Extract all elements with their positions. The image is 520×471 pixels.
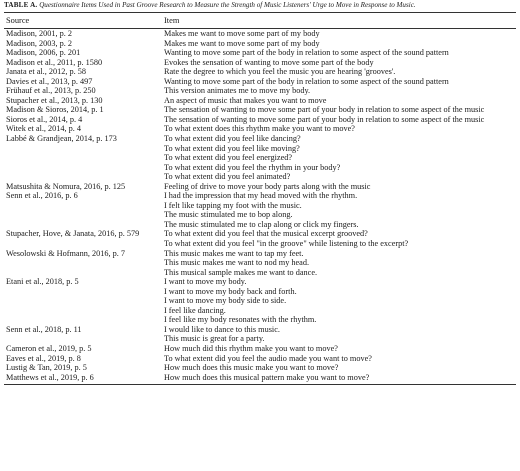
column-header-item: Item — [162, 13, 516, 29]
source-cell: Stupacher et al., 2013, p. 130 — [6, 95, 103, 105]
item-cell: The music stimulated me to bop along. — [164, 210, 293, 220]
source-cell — [4, 201, 162, 211]
source-cell — [4, 315, 162, 325]
table-row — [4, 105, 516, 115]
item-cell: How much does this music make you want to move? — [164, 363, 339, 373]
item-cell: Feeling of drive to move your body parts along with the music — [164, 181, 371, 191]
source-cell: Madison, 2001, p. 2 — [6, 28, 72, 38]
item-cell: Evokes the sensation of wanting to move some part of the body — [164, 57, 374, 67]
item-cell: This music makes me want to tap my feet. — [164, 248, 304, 258]
item-cell: Wanting to move some part of the body in relation to some aspect of the sound pattern — [164, 48, 449, 58]
table-row — [4, 124, 516, 134]
table-header-row — [4, 13, 516, 29]
table-row — [4, 296, 516, 306]
item-cell: To what extent did you feel like dancing? — [164, 133, 301, 143]
item-cell: How much does this musical pattern make you want to move? — [162, 373, 516, 385]
item-cell: The sensation of wanting to move some part of your body in relation to some aspect of the music — [164, 114, 485, 124]
item-cell: Makes me want to move some part of my body — [164, 38, 320, 48]
table-row — [4, 172, 516, 182]
item-cell: I want to move my body side to side. — [164, 296, 287, 306]
item-cell: I feel like dancing. — [164, 305, 226, 315]
table-row — [4, 287, 516, 297]
column-header-source: Source — [4, 13, 162, 29]
table-row — [4, 277, 516, 287]
table-row — [4, 201, 516, 211]
source-cell — [4, 287, 162, 297]
table-row — [4, 191, 516, 201]
source-cell — [4, 153, 162, 163]
table-row — [4, 354, 516, 364]
table-row — [4, 268, 516, 278]
item-cell: I would like to dance to this music. — [164, 324, 280, 334]
table-row — [4, 363, 516, 373]
table-title: Questionnaire Items Used in Past Groove Research to Measure the Strength of Music Listeners' Urge to Move in Response to Music. — [39, 1, 416, 9]
item-cell: I want to move my body back and forth. — [164, 286, 297, 296]
source-cell: Sioros et al., 2014, p. 4 — [6, 114, 83, 124]
item-cell: Wanting to move some part of the body in relation to some aspect of the sound pattern — [164, 76, 449, 86]
source-cell: Witek et al., 2014, p. 4 — [6, 124, 82, 134]
table-row — [4, 334, 516, 344]
item-cell: I had the impression that my head moved with the rhythm. — [164, 191, 358, 201]
table-row — [4, 182, 516, 192]
source-cell: Davies et al., 2013, p. 497 — [6, 76, 93, 86]
item-cell: I felt like tapping my foot with the music. — [164, 200, 302, 210]
source-cell — [4, 239, 162, 249]
item-cell: To what extent did you feel "in the groove" while listening to the excerpt? — [164, 238, 409, 248]
table-row — [4, 134, 516, 144]
table-row — [4, 306, 516, 316]
item-cell: To what extent did you feel the rhythm in your body? — [164, 162, 341, 172]
item-cell: The music stimulated me to clap along or click my fingers. — [164, 219, 359, 229]
item-cell: An aspect of music that makes you want to move — [164, 95, 327, 105]
table-row — [4, 77, 516, 87]
table-row — [4, 28, 516, 38]
table-row — [4, 210, 516, 220]
item-cell: I feel like my body resonates with the rhythm. — [164, 315, 317, 325]
item-cell: This music makes me want to nod my head. — [164, 258, 310, 268]
source-cell: Madison, 2003, p. 2 — [6, 38, 72, 48]
source-cell — [4, 334, 162, 344]
item-cell: Rate the degree to which you feel the music you are hearing 'grooves'. — [164, 67, 396, 77]
table-row — [4, 325, 516, 335]
table-row — [4, 249, 516, 259]
source-cell: Senn et al., 2016, p. 6 — [6, 191, 78, 201]
item-cell: The sensation of wanting to move some part of your body in relation to some aspect of the music — [164, 105, 485, 115]
table-row — [4, 86, 516, 96]
source-cell — [4, 220, 162, 230]
source-cell: Stupacher, Hove, & Janata, 2016, p. 579 — [6, 229, 140, 239]
source-cell — [4, 306, 162, 316]
table-row — [4, 58, 516, 68]
item-cell: To what extent did you feel animated? — [164, 172, 291, 182]
table-row — [4, 344, 516, 354]
source-cell: Madison et al., 2011, p. 1580 — [6, 57, 103, 67]
table-row — [4, 258, 516, 268]
table-body — [4, 28, 516, 384]
source-cell: Janata et al., 2012, p. 58 — [6, 67, 86, 77]
source-cell: Frühauf et al., 2013, p. 250 — [6, 86, 96, 96]
item-cell: This music is great for a party. — [164, 334, 265, 344]
item-cell: This musical sample makes me want to dance. — [164, 267, 318, 277]
item-cell: How much did this rhythm make you want to move? — [164, 344, 338, 353]
source-cell — [4, 258, 162, 268]
item-cell: Makes me want to move some part of my body — [164, 28, 320, 38]
source-cell: Wesolowski & Hofmann, 2016, p. 7 — [6, 248, 125, 258]
table-row — [4, 373, 516, 385]
item-cell: I want to move my body. — [164, 277, 247, 287]
item-cell: This version animates me to move my body. — [164, 86, 311, 96]
table-row — [4, 220, 516, 230]
source-cell — [4, 296, 162, 306]
source-cell: Matsushita & Nomura, 2016, p. 125 — [6, 181, 126, 191]
source-cell: Madison & Sioros, 2014, p. 1 — [6, 105, 104, 115]
table-row — [4, 67, 516, 77]
table-label: TABLE A. — [4, 1, 38, 9]
source-cell: Eaves et al., 2019, p. 8 — [6, 353, 81, 363]
source-cell: Matthews et al., 2019, p. 6 — [4, 373, 162, 385]
table-row — [4, 153, 516, 163]
table-row — [4, 144, 516, 154]
item-cell: To what extent does this rhythm make you want to move? — [164, 124, 355, 134]
source-cell — [4, 268, 162, 278]
item-cell: To what extent did you feel the audio made you want to move? — [164, 353, 372, 363]
table-row — [4, 315, 516, 325]
table-row — [4, 239, 516, 249]
source-cell: Senn et al., 2018, p. 11 — [6, 324, 82, 334]
source-cell: Madison, 2006, p. 201 — [6, 48, 81, 58]
source-cell — [4, 172, 162, 182]
item-cell: To what extent did you feel like moving? — [164, 143, 300, 153]
source-cell: Lustig & Tan, 2019, p. 5 — [6, 363, 87, 373]
item-cell: To what extent did you feel energized? — [164, 153, 293, 163]
source-cell — [4, 210, 162, 220]
table-row — [4, 229, 516, 239]
questionnaire-table — [4, 12, 516, 385]
item-cell: To what extent did you feel that the musical excerpt grooved? — [164, 229, 368, 239]
source-cell — [4, 144, 162, 154]
table-caption — [4, 1, 516, 9]
table-row — [4, 115, 516, 125]
source-cell: Cameron et al., 2019, p. 5 — [6, 344, 92, 353]
table-row — [4, 163, 516, 173]
source-cell: Etani et al., 2018, p. 5 — [6, 277, 79, 287]
source-cell: Labbé & Grandjean, 2014, p. 173 — [6, 133, 117, 143]
table-row — [4, 48, 516, 58]
table-row — [4, 39, 516, 49]
source-cell — [4, 163, 162, 173]
table-row — [4, 96, 516, 106]
